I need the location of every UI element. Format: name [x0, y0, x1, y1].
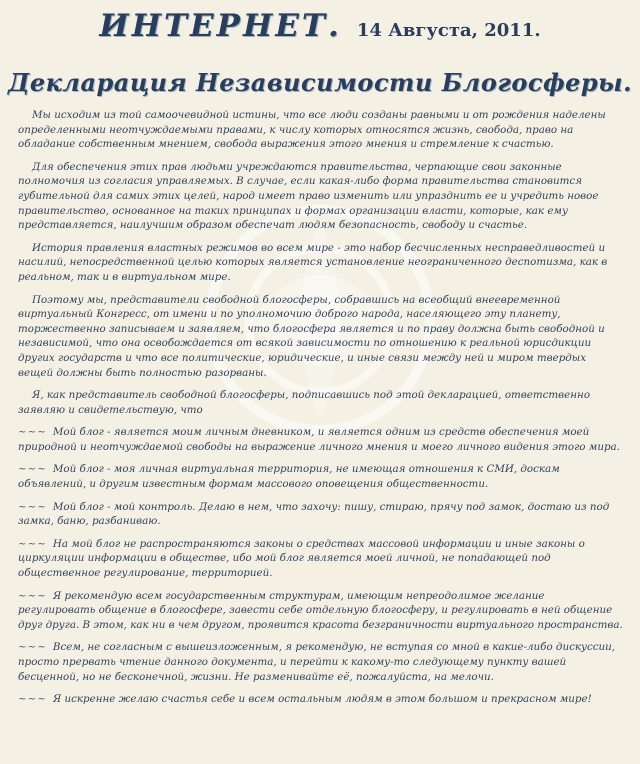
list-item: [18, 640, 624, 684]
list-item-text: Всем, не согласным с вышеизложенным, я рекомендую, не вступая со мной в какие-либо дискуссии, просто прервать чтение данного документа, и перейти к какому-то следующему пункту вашей бесценной, но не бесконечной, жизни. Не разменивайте её, пожалуйста, на мелочи.: [18, 641, 616, 683]
item-marker: ~~~: [18, 693, 47, 706]
list-item: [18, 589, 624, 633]
list-item: [18, 462, 624, 491]
page-title: Декларация Независимости Блогосферы.: [8, 68, 632, 97]
masthead: ИНТЕРНЕТ.: [99, 8, 342, 44]
page-header: [0, 8, 640, 44]
paragraph: Я, как представитель свободной блогосферы, подписавшись под этой декларацией, ответственно заявляю и свидетельствую, что: [18, 389, 591, 416]
publication-date: 14 Августа, 2011.: [356, 20, 541, 41]
paragraph: Для обеспечения этих прав людьми учреждаются правительства, черпающие свои законные полномочия из согласия управляемых. В случае, если какая-либо форма правительства становится губительной для самих этих целей, народ имеет право изменить или упразднить ее и учредить новое правительство, основанное на таких принципах и формах организации власти, которые, как ему представляется, наилучшим образом обеспечат людям безопасность, свободу и счастье.: [18, 160, 599, 232]
item-marker: ~~~: [18, 426, 47, 439]
paragraph: Мы исходим из той самоочевидной истины, что все люди созданы равными и от рождения наделены определенными неотчуждаемыми правами, к числу которых относятся жизнь, свобода, право на обладание собственным мнением, свобода выражения этого мнения и стремление к счастью.: [18, 109, 606, 151]
list-item: [18, 537, 624, 581]
list-item: [18, 500, 624, 529]
paragraph: Поэтому мы, представители свободной блогосферы, собравшись на всеобщий внеевременной виртуальный Конгресс, от имени и по уполномочию доброго народа, населяющего эту планету, торжественно записываем и заявляем, что блогосфера является и по праву должна быть свободной и независимой, что она освобождается от всякой зависимости по отношению к реальной юрисдикции других государств и что все политические, юридические, и иные связи между ней и миром твердых вещей должны быть полностью разорваны.: [18, 293, 605, 379]
list-item-text: Мой блог - моя личная виртуальная территория, не имеющая отношения к СМИ, доскам объявлений, и другим известным формам массового оповещения общественности.: [18, 463, 560, 491]
item-marker: ~~~: [18, 641, 47, 654]
declaration-body: [18, 108, 624, 715]
paragraph: История правления властных режимов во всем мире - это набор бесчисленных несправедливостей и насилий, непосредственной целью которых является установление неограниченного деспотизма, как в реальном, так и в виртуальном мире.: [18, 241, 608, 283]
item-marker: ~~~: [18, 537, 47, 550]
list-item-text: Мой блог - является моим личным дневником, и является одним из средств обеспечения моей природной и неотчуждаемой свободы на выражение личного мнения и моего личного видения этого мира.: [18, 426, 620, 453]
list-item: [18, 425, 624, 454]
item-marker: ~~~: [18, 500, 47, 513]
list-item-text: Мой блог - мой контроль. Делаю в нем, что захочу: пишу, стираю, прячу под замок, достаю из под замка, баню, разбаниваю.: [18, 500, 610, 528]
list-item-text: На мой блог не распространяются законы о средствах массовой информации и иные законы о циркуляции информации в обществе, ибо мой блог является моей личной, не попадающей под общественное регулирование, территорией.: [18, 537, 585, 580]
list-item-text: Я рекомендую всем государственным структурам, имеющим непреодолимое желание регулировать общение в блогосфере, завести себе отдельную блогосферу, и регулировать в ней общение друг друга. В этом, как ни в чем другом, проявится красота безграничности виртуального пространства.: [18, 589, 623, 631]
item-marker: ~~~: [18, 589, 47, 602]
list-item-text: Я искренне желаю счастья себе и всем остальным людям в этом большом и прекрасном мире!: [52, 693, 592, 706]
item-marker: ~~~: [18, 463, 47, 476]
list-item: [18, 692, 624, 707]
